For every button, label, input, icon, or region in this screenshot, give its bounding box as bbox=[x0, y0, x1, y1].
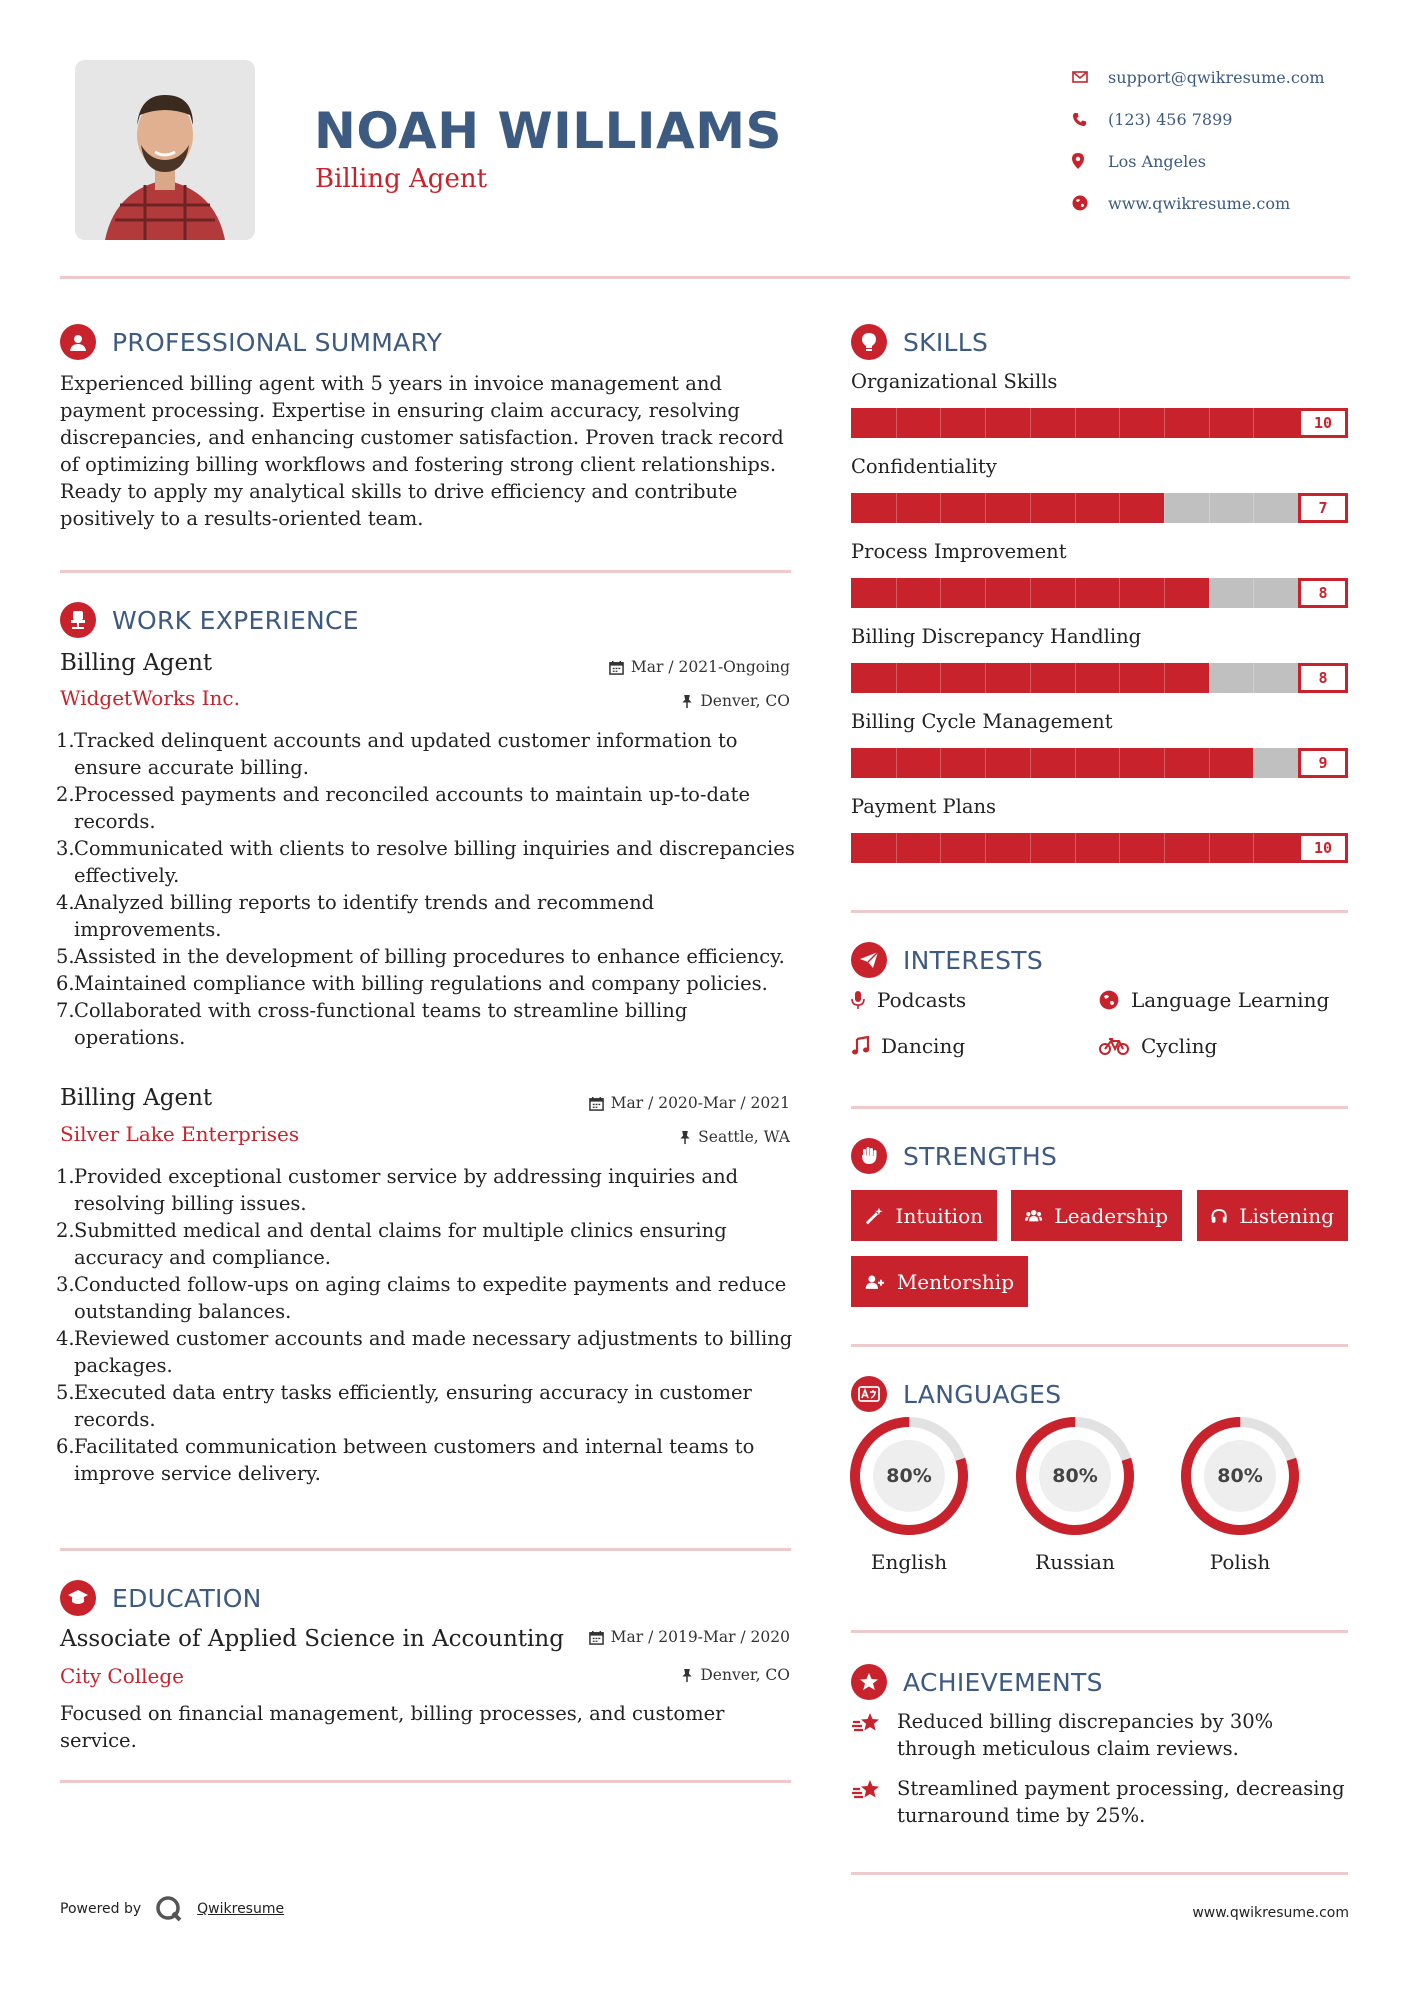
job-date-text: Mar / 2020-Mar / 2021 bbox=[610, 1094, 790, 1112]
skills-title: SKILLS bbox=[903, 327, 989, 357]
section-divider bbox=[60, 1548, 791, 1551]
summary-title: PROFESSIONAL SUMMARY bbox=[112, 327, 443, 357]
office-chair-icon bbox=[60, 602, 96, 638]
skill-bar-segment bbox=[1164, 408, 1165, 438]
contact-email-text: support@qwikresume.com bbox=[1108, 67, 1325, 87]
job-title: Billing Agent bbox=[60, 1085, 213, 1111]
job-bullets bbox=[56, 727, 801, 1051]
interests-heading bbox=[851, 942, 1043, 978]
education-description: Focused on financial management, billing processes, and customer service. bbox=[60, 1702, 725, 1752]
job-location-text: Seattle, WA bbox=[698, 1128, 790, 1146]
skill-bar-segment bbox=[1119, 578, 1120, 608]
section-divider bbox=[60, 1780, 791, 1783]
skill-bar-segment bbox=[985, 578, 986, 608]
footer-powered-by bbox=[60, 1895, 284, 1923]
strengths-title: STRENGTHS bbox=[903, 1141, 1058, 1171]
job-date bbox=[589, 1094, 790, 1112]
skill-value: 10 bbox=[1298, 408, 1348, 438]
job-company: WidgetWorks Inc. bbox=[60, 686, 240, 710]
list-item: 2. Submitted medical and dental claims for multiple clinics ensuring accuracy and compliance. bbox=[56, 1219, 727, 1269]
skill-bar-segment bbox=[940, 408, 941, 438]
skill-bar-segment bbox=[1119, 748, 1120, 778]
skill-name: Confidentiality bbox=[851, 455, 997, 478]
list-item: 1. Provided exceptional customer service by addressing inquiries and resolving billing issues. bbox=[56, 1165, 739, 1215]
skill-value: 8 bbox=[1298, 578, 1348, 608]
language-percent: 80% bbox=[1039, 1440, 1111, 1512]
strength-tag: Leadership bbox=[1011, 1190, 1182, 1241]
bicycle-icon bbox=[1099, 1037, 1129, 1055]
calendar-icon bbox=[609, 660, 624, 675]
education-date bbox=[589, 1628, 790, 1646]
skill-bar-segment bbox=[1030, 493, 1031, 523]
skill-bar-segment bbox=[1164, 493, 1165, 523]
achievements-heading bbox=[851, 1664, 1103, 1700]
skill-bar bbox=[851, 578, 1348, 608]
candidate-role: Billing Agent bbox=[315, 164, 488, 194]
list-item: 5. Assisted in the development of billing procedures to enhance efficiency. bbox=[56, 945, 785, 968]
skill-bar-segment bbox=[896, 408, 897, 438]
skill-bar-segment bbox=[985, 748, 986, 778]
list-item: 3. Conducted follow-ups on aging claims to expedite payments and reduce outstanding balances. bbox=[56, 1273, 787, 1323]
contact-website[interactable] bbox=[1072, 182, 1325, 224]
skill-bar-segment bbox=[1164, 748, 1165, 778]
skills-heading bbox=[851, 324, 988, 360]
interest-item: Podcasts bbox=[851, 988, 966, 1012]
skill-bar-segment bbox=[1119, 408, 1120, 438]
skill-bar-segment bbox=[1253, 833, 1254, 863]
contact-phone[interactable] bbox=[1072, 98, 1325, 140]
list-item: 2. Processed payments and reconciled accounts to maintain up-to-date records. bbox=[56, 783, 750, 833]
section-divider bbox=[851, 910, 1348, 913]
skill-bar-segment bbox=[985, 833, 986, 863]
section-divider bbox=[851, 1106, 1348, 1109]
language-name: Russian bbox=[1035, 1550, 1115, 1574]
skill-bar-segment bbox=[1209, 578, 1210, 608]
summary-heading bbox=[60, 324, 442, 360]
languages-heading bbox=[851, 1376, 1061, 1412]
user-plus-icon bbox=[865, 1272, 885, 1292]
language-icon bbox=[851, 1376, 887, 1412]
education-title: EDUCATION bbox=[112, 1583, 262, 1613]
skill-bar-segment bbox=[896, 833, 897, 863]
magic-wand-icon bbox=[865, 1206, 884, 1226]
skill-bar-segment bbox=[1253, 408, 1254, 438]
skill-bar-segment bbox=[1253, 493, 1254, 523]
skill-bar-segment bbox=[940, 748, 941, 778]
achievement-item: Reduced billing discrepancies by 30% through meticulous claim reviews. bbox=[851, 1708, 1351, 1762]
language-name: Polish bbox=[1209, 1550, 1271, 1574]
contact-phone-text: (123) 456 7899 bbox=[1108, 109, 1233, 129]
skill-name: Billing Cycle Management bbox=[851, 710, 1113, 733]
job-location bbox=[679, 1128, 790, 1146]
skill-bar-segment bbox=[1119, 663, 1120, 693]
strength-tag: Mentorship bbox=[851, 1256, 1028, 1307]
skill-bar-segment bbox=[1030, 833, 1031, 863]
achievement-item: Streamlined payment processing, decreasing turnaround time by 25%. bbox=[851, 1775, 1351, 1829]
skill-name: Payment Plans bbox=[851, 795, 997, 818]
skill-bar-segment bbox=[940, 663, 941, 693]
list-item: 3. Communicated with clients to resolve billing inquiries and discrepancies effectively. bbox=[56, 837, 795, 887]
graduation-cap-icon bbox=[60, 1580, 96, 1616]
skill-bar-segment bbox=[1075, 663, 1076, 693]
section-divider bbox=[851, 1630, 1348, 1633]
skill-bar-segment bbox=[1164, 578, 1165, 608]
job-date bbox=[609, 658, 790, 676]
skill-bar-segment bbox=[1253, 578, 1254, 608]
globe-icon bbox=[1072, 195, 1088, 211]
experience-heading bbox=[60, 602, 359, 638]
experience-title: WORK EXPERIENCE bbox=[112, 605, 359, 635]
profile-photo bbox=[75, 60, 255, 240]
skill-bar-segment bbox=[985, 663, 986, 693]
phone-icon bbox=[1072, 112, 1087, 127]
list-item: 7. Collaborated with cross-functional teams to streamline billing operations. bbox=[56, 999, 688, 1049]
list-item: 4. Reviewed customer accounts and made necessary adjustments to billing packages. bbox=[56, 1327, 793, 1377]
section-divider bbox=[851, 1872, 1348, 1875]
pushpin-icon bbox=[679, 1130, 691, 1145]
shooting-star-icon bbox=[851, 1710, 883, 1736]
achievements-title: ACHIEVEMENTS bbox=[903, 1667, 1103, 1697]
candidate-name: NOAH WILLIAMS bbox=[314, 102, 782, 160]
school-name: City College bbox=[60, 1664, 185, 1688]
user-circle-icon bbox=[60, 324, 96, 360]
star-badge-icon bbox=[851, 1664, 887, 1700]
interests-title: INTERESTS bbox=[903, 945, 1044, 975]
skill-value: 10 bbox=[1298, 833, 1348, 863]
skill-bar-segment bbox=[985, 408, 986, 438]
footer-site-link[interactable]: www.qwikresume.com bbox=[1192, 1905, 1349, 1921]
skill-bar-segment bbox=[940, 833, 941, 863]
skill-bar-segment bbox=[1209, 748, 1210, 778]
job-bullets bbox=[56, 1163, 801, 1487]
list-item: 1. Tracked delinquent accounts and updated customer information to ensure accurate billing. bbox=[56, 729, 738, 779]
job-company: Silver Lake Enterprises bbox=[60, 1122, 300, 1146]
skill-bar-segment bbox=[940, 578, 941, 608]
music-note-icon bbox=[851, 1036, 869, 1056]
skill-bar-segment bbox=[1209, 493, 1210, 523]
skill-bar-segment bbox=[1075, 408, 1076, 438]
interest-item: Language Learning bbox=[1099, 988, 1329, 1012]
list-item: 4. Analyzed billing reports to identify trends and recommend improvements. bbox=[56, 891, 655, 941]
skill-bar bbox=[851, 663, 1348, 693]
contact-location-text: Los Angeles bbox=[1108, 151, 1206, 171]
skill-bar-segment bbox=[1209, 408, 1210, 438]
skill-bar-segment bbox=[896, 493, 897, 523]
microphone-icon bbox=[851, 990, 865, 1010]
skill-bar-segment bbox=[1164, 833, 1165, 863]
shooting-star-icon bbox=[851, 1777, 883, 1803]
calendar-icon bbox=[589, 1096, 604, 1111]
interest-item: Dancing bbox=[851, 1034, 965, 1058]
strength-tag: Intuition bbox=[851, 1190, 997, 1241]
skill-bar-segment bbox=[940, 493, 941, 523]
skill-bar-segment bbox=[1253, 663, 1254, 693]
skill-value: 8 bbox=[1298, 663, 1348, 693]
skill-bar-segment bbox=[1075, 493, 1076, 523]
skill-value: 7 bbox=[1298, 493, 1348, 523]
skill-bar-segment bbox=[985, 493, 986, 523]
person-photo-icon bbox=[75, 60, 255, 240]
skill-bar-segment bbox=[1209, 833, 1210, 863]
calendar-icon bbox=[589, 1630, 604, 1645]
skill-value: 9 bbox=[1298, 748, 1348, 778]
skill-bar-segment bbox=[1164, 663, 1165, 693]
education-location-text: Denver, CO bbox=[700, 1666, 790, 1684]
language-item bbox=[847, 1414, 971, 1574]
resume-header bbox=[0, 0, 1407, 280]
list-item: 6. Facilitated communication between customers and internal teams to improve service delivery. bbox=[56, 1435, 755, 1485]
skill-bar bbox=[851, 748, 1348, 778]
skill-bar-segment bbox=[896, 748, 897, 778]
language-percent: 80% bbox=[1204, 1440, 1276, 1512]
skill-bar-fill bbox=[851, 748, 1253, 778]
lightbulb-icon bbox=[851, 324, 887, 360]
skill-bar-segment bbox=[1209, 663, 1210, 693]
skill-bar bbox=[851, 833, 1348, 863]
job-title: Billing Agent bbox=[60, 650, 213, 676]
education-location bbox=[681, 1666, 790, 1684]
qwikresume-link[interactable]: Qwikresume bbox=[197, 1901, 285, 1917]
skill-bar-segment bbox=[1253, 748, 1254, 778]
skill-name: Organizational Skills bbox=[851, 370, 1058, 393]
degree-title: Associate of Applied Science in Accounting bbox=[60, 1626, 564, 1652]
header-divider bbox=[60, 276, 1350, 279]
languages-title: LANGUAGES bbox=[903, 1379, 1062, 1409]
skill-bar-segment bbox=[896, 663, 897, 693]
skill-bar-segment bbox=[1030, 408, 1031, 438]
language-name: English bbox=[870, 1550, 948, 1574]
interest-item: Cycling bbox=[1099, 1034, 1217, 1058]
pushpin-icon bbox=[681, 694, 693, 709]
pushpin-icon bbox=[681, 1668, 693, 1683]
skill-bar-fill bbox=[851, 493, 1164, 523]
education-heading bbox=[60, 1580, 262, 1616]
paper-plane-icon bbox=[851, 942, 887, 978]
users-icon bbox=[1025, 1206, 1042, 1226]
section-divider bbox=[851, 1344, 1348, 1347]
skill-name: Billing Discrepancy Handling bbox=[851, 625, 1142, 648]
language-item bbox=[1178, 1414, 1302, 1574]
headphones-icon bbox=[1211, 1206, 1227, 1226]
job-date-text: Mar / 2021-Ongoing bbox=[630, 658, 790, 676]
summary-text: Experienced billing agent with 5 years in invoice management and payment processing. Expertise in ensuring claim accuracy, resolving discrepancies, and enhancing customer satisfaction. Proven track record of optimizing billing workflows and fostering strong client relationships. Ready to apply my analytical skills to drive efficiency and contribute positively to a results-oriented team. bbox=[60, 372, 784, 530]
skill-name: Process Improvement bbox=[851, 540, 1067, 563]
skill-bar bbox=[851, 493, 1348, 523]
map-pin-icon bbox=[1072, 153, 1084, 169]
fist-icon bbox=[851, 1138, 887, 1174]
skill-bar-segment bbox=[1075, 748, 1076, 778]
skill-bar-segment bbox=[1119, 493, 1120, 523]
list-item: 5. Executed data entry tasks efficiently, ensuring accuracy in customer records. bbox=[56, 1381, 752, 1431]
contact-location bbox=[1072, 140, 1325, 182]
skill-bar-segment bbox=[896, 578, 897, 608]
contact-website-text: www.qwikresume.com bbox=[1108, 193, 1291, 213]
envelope-icon bbox=[1072, 71, 1088, 83]
job-location bbox=[681, 692, 790, 710]
section-divider bbox=[60, 570, 791, 573]
skill-bar-segment bbox=[1030, 748, 1031, 778]
skill-bar-segment bbox=[1075, 833, 1076, 863]
skill-bar-segment bbox=[1119, 833, 1120, 863]
powered-by-text: Powered by bbox=[60, 1901, 142, 1917]
globe-icon bbox=[1099, 990, 1119, 1010]
contact-list bbox=[1072, 56, 1325, 224]
education-date-text: Mar / 2019-Mar / 2020 bbox=[610, 1628, 790, 1646]
skill-bar-segment bbox=[1030, 578, 1031, 608]
skill-bar bbox=[851, 408, 1348, 438]
job-location-text: Denver, CO bbox=[700, 692, 790, 710]
skill-bar-segment bbox=[1075, 578, 1076, 608]
language-percent: 80% bbox=[873, 1440, 945, 1512]
strength-tag: Listening bbox=[1197, 1190, 1348, 1241]
strengths-heading bbox=[851, 1138, 1057, 1174]
qwikresume-logo-icon bbox=[155, 1895, 183, 1923]
language-item bbox=[1013, 1414, 1137, 1574]
skill-bar-segment bbox=[1030, 663, 1031, 693]
contact-email[interactable] bbox=[1072, 56, 1325, 98]
list-item: 6. Maintained compliance with billing regulations and company policies. bbox=[56, 972, 768, 995]
